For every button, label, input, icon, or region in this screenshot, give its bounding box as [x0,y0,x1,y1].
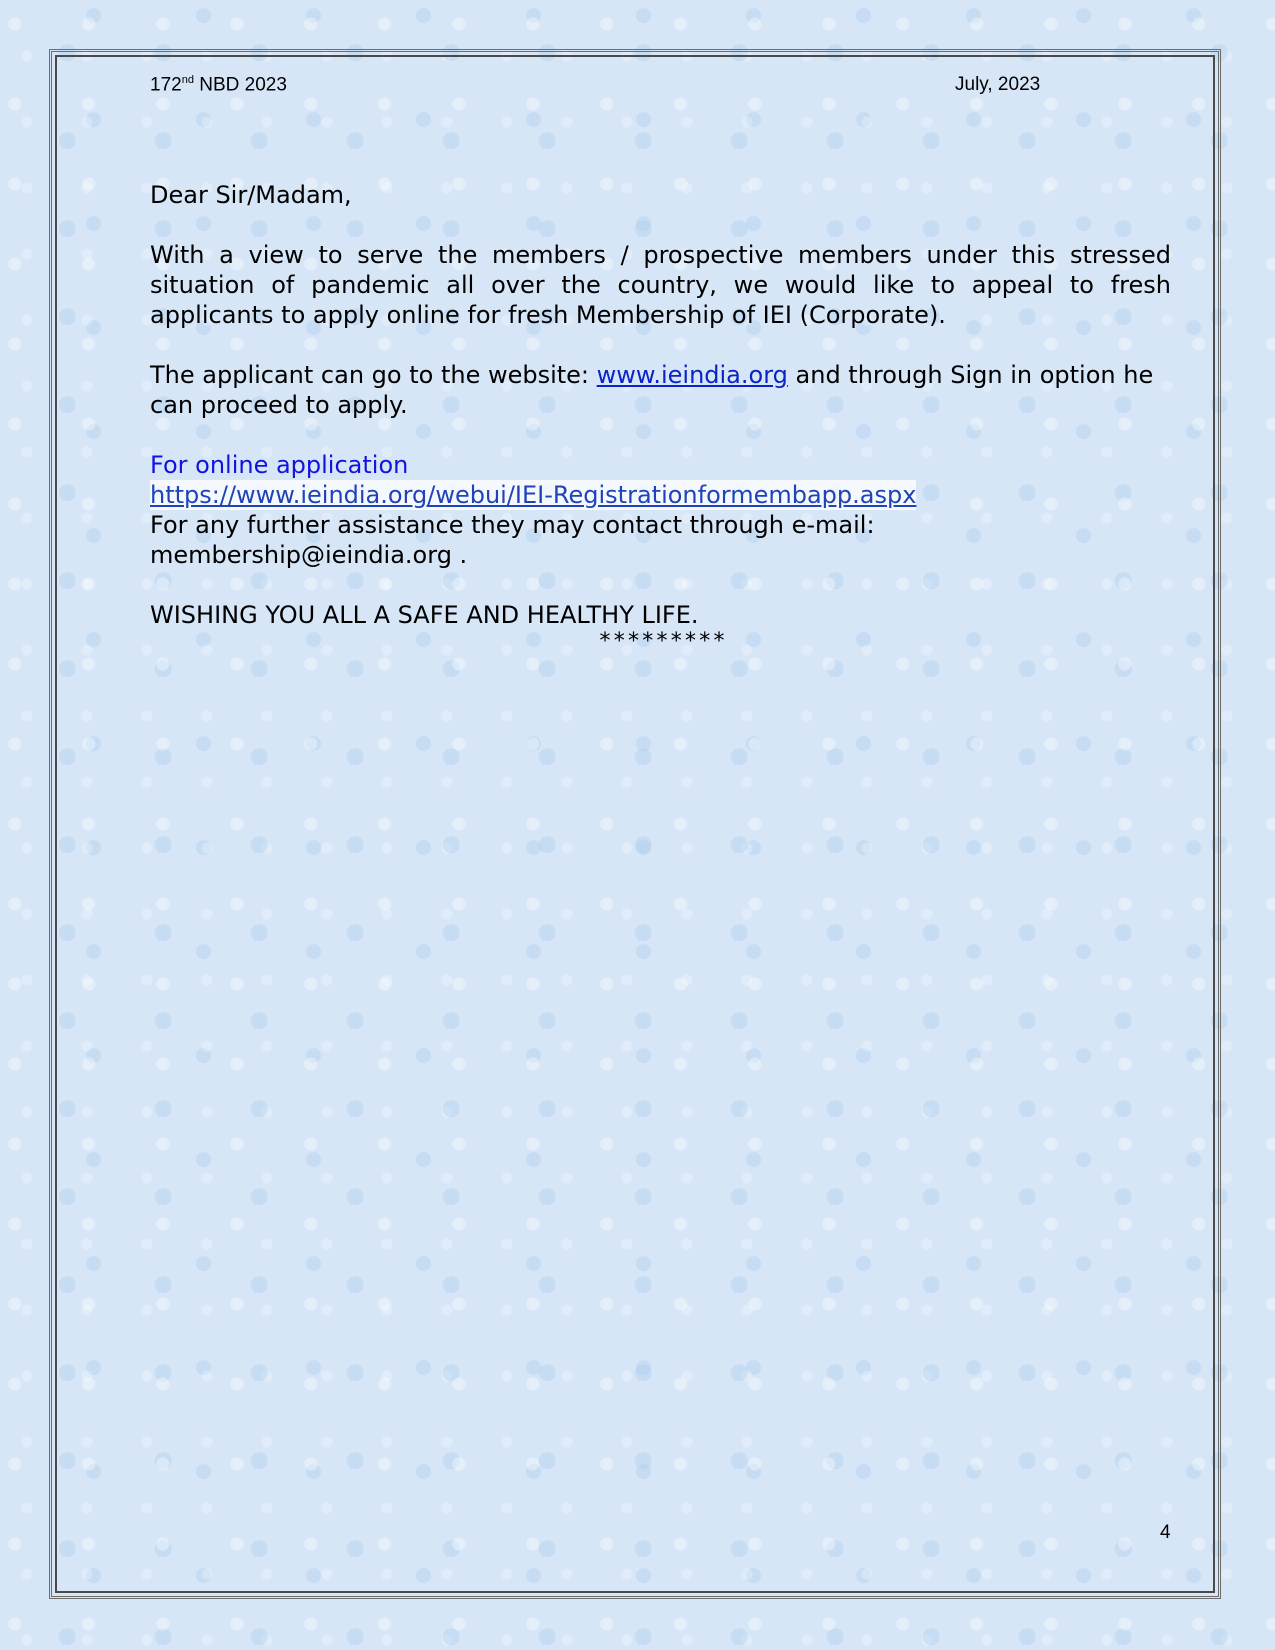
appeal-paragraph: With a view to serve the members / prospective members under this stressed situation of pandemic all over the country, we would like to appeal to fresh applicants to apply online for fresh Membership of IEI (Corporate). [150,241,1171,329]
edition-title: NBD 2023 [193,74,287,96]
website-prefix: The applicant can go to the website: [150,361,597,389]
assistance-text: For any further assistance they may contact through e-mail: membership@ieindia.org . [150,511,875,569]
closing-wish: WISHING YOU ALL A SAFE AND HEALTHY LIFE. [150,601,699,629]
separator-stars: ********* [598,629,727,654]
issue-date: July, 2023 [955,74,1041,95]
application-url-link[interactable]: https://www.ieindia.org/webui/IEI-Registrationformembapp.aspx [150,481,917,509]
salutation: Dear Sir/Madam, [150,181,352,209]
website-link[interactable]: www.ieindia.org [596,361,788,389]
online-application-label: For online application [150,451,409,479]
edition-header [150,74,287,96]
page-number: 4 [1160,1522,1171,1543]
letter-body [150,180,1171,660]
website-suffix: and through Sign in option he can proceed to apply. [150,361,1154,419]
edition-suffix: nd [181,74,194,86]
online-application-block [150,450,1171,570]
website-paragraph [150,360,1171,420]
edition-number: 172 [150,74,182,96]
